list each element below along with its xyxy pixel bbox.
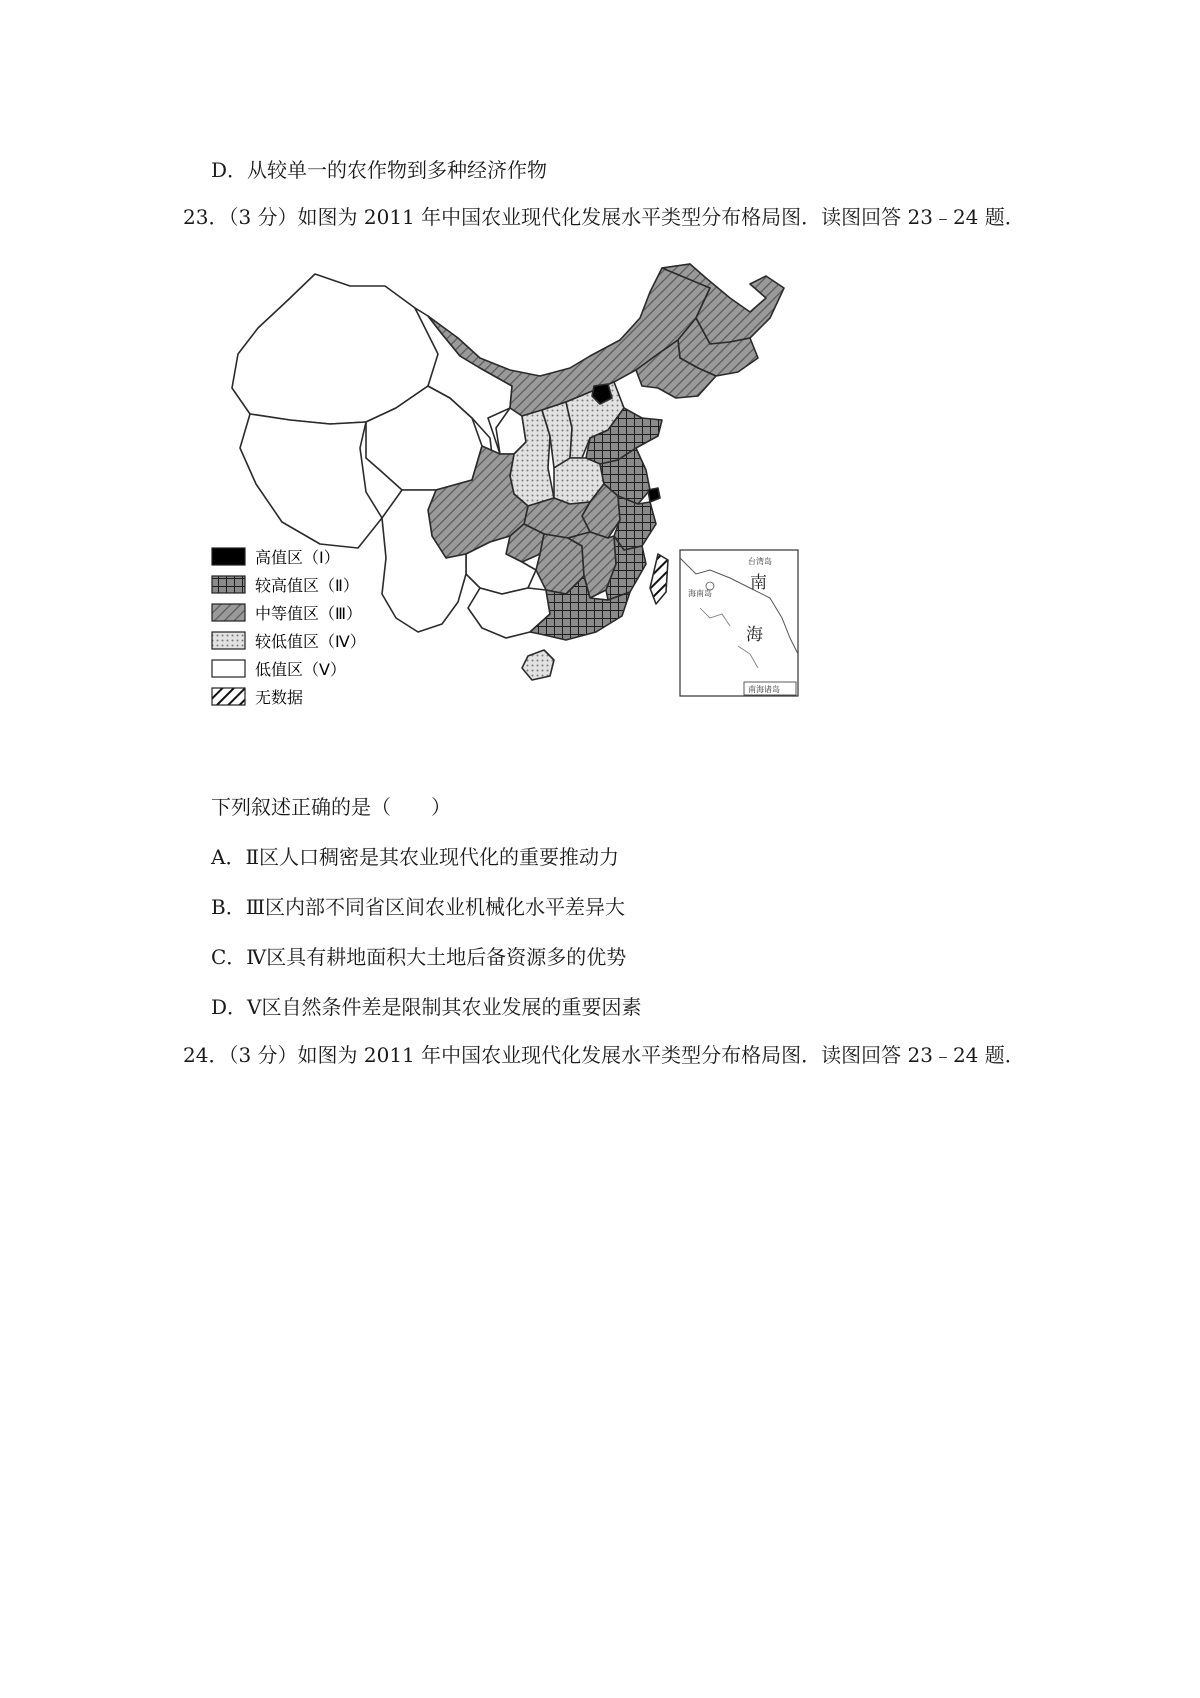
map-legend: [212, 548, 366, 707]
inset-sea-char-1: 南: [750, 573, 767, 593]
question-23-option-a: A．Ⅱ区人口稠密是其农业现代化的重要推动力: [211, 845, 620, 869]
legend-swatch-lower: [212, 632, 245, 649]
legend-label-lower: 较低值区（Ⅳ）: [255, 632, 366, 651]
region-shanghai: [648, 488, 660, 502]
region-zhejiang: [614, 496, 656, 550]
question-23-stem: 23．（3 分）如图为 2011 年中国农业现代化发展水平类型分布格局图．读图回答 23﹣24 题．: [183, 205, 1025, 229]
legend-swatch-no-data: [212, 688, 245, 705]
question-23-option-d: D．Ⅴ区自然条件差是限制其农业发展的重要因素: [211, 995, 642, 1019]
region-taiwan: [650, 554, 668, 604]
legend-label-low: 低值区（Ⅴ）: [255, 660, 346, 679]
legend-swatch-higher: [212, 576, 245, 593]
question-23-option-b: B．Ⅲ区内部不同省区间农业机械化水平差异大: [211, 895, 625, 919]
inset-label-hainan: 海南岛: [688, 589, 712, 598]
legend-swatch-medium: [212, 604, 245, 621]
question-24-stem: 24．（3 分）如图为 2011 年中国农业现代化发展水平类型分布格局图．读图回答 23﹣24 题．: [183, 1043, 1025, 1067]
legend-label-no-data: 无数据: [255, 688, 304, 707]
question-23-prompt: 下列叙述正确的是（ ）: [211, 795, 451, 819]
south-china-sea-inset: [680, 550, 798, 696]
inset-label-taiwan: 台湾岛: [748, 557, 772, 566]
region-hainan: [522, 650, 554, 680]
inset-sea-char-2: 海: [746, 625, 763, 645]
region-tibet: [240, 414, 382, 548]
question-23-option-c: C．Ⅳ区具有耕地面积大土地后备资源多的优势: [211, 945, 627, 969]
legend-swatch-high: [212, 548, 245, 565]
legend-label-higher: 较高值区（Ⅱ）: [255, 576, 359, 595]
legend-label-high: 高值区（Ⅰ）: [255, 548, 340, 567]
legend-swatch-low: [212, 660, 245, 677]
previous-option-d: D．从较单一的农作物到多种经济作物: [211, 158, 548, 182]
legend-label-medium: 中等值区（Ⅲ）: [255, 604, 363, 623]
inset-label-islands: 南海诸岛: [748, 685, 780, 694]
china-agriculture-map: [210, 258, 880, 768]
